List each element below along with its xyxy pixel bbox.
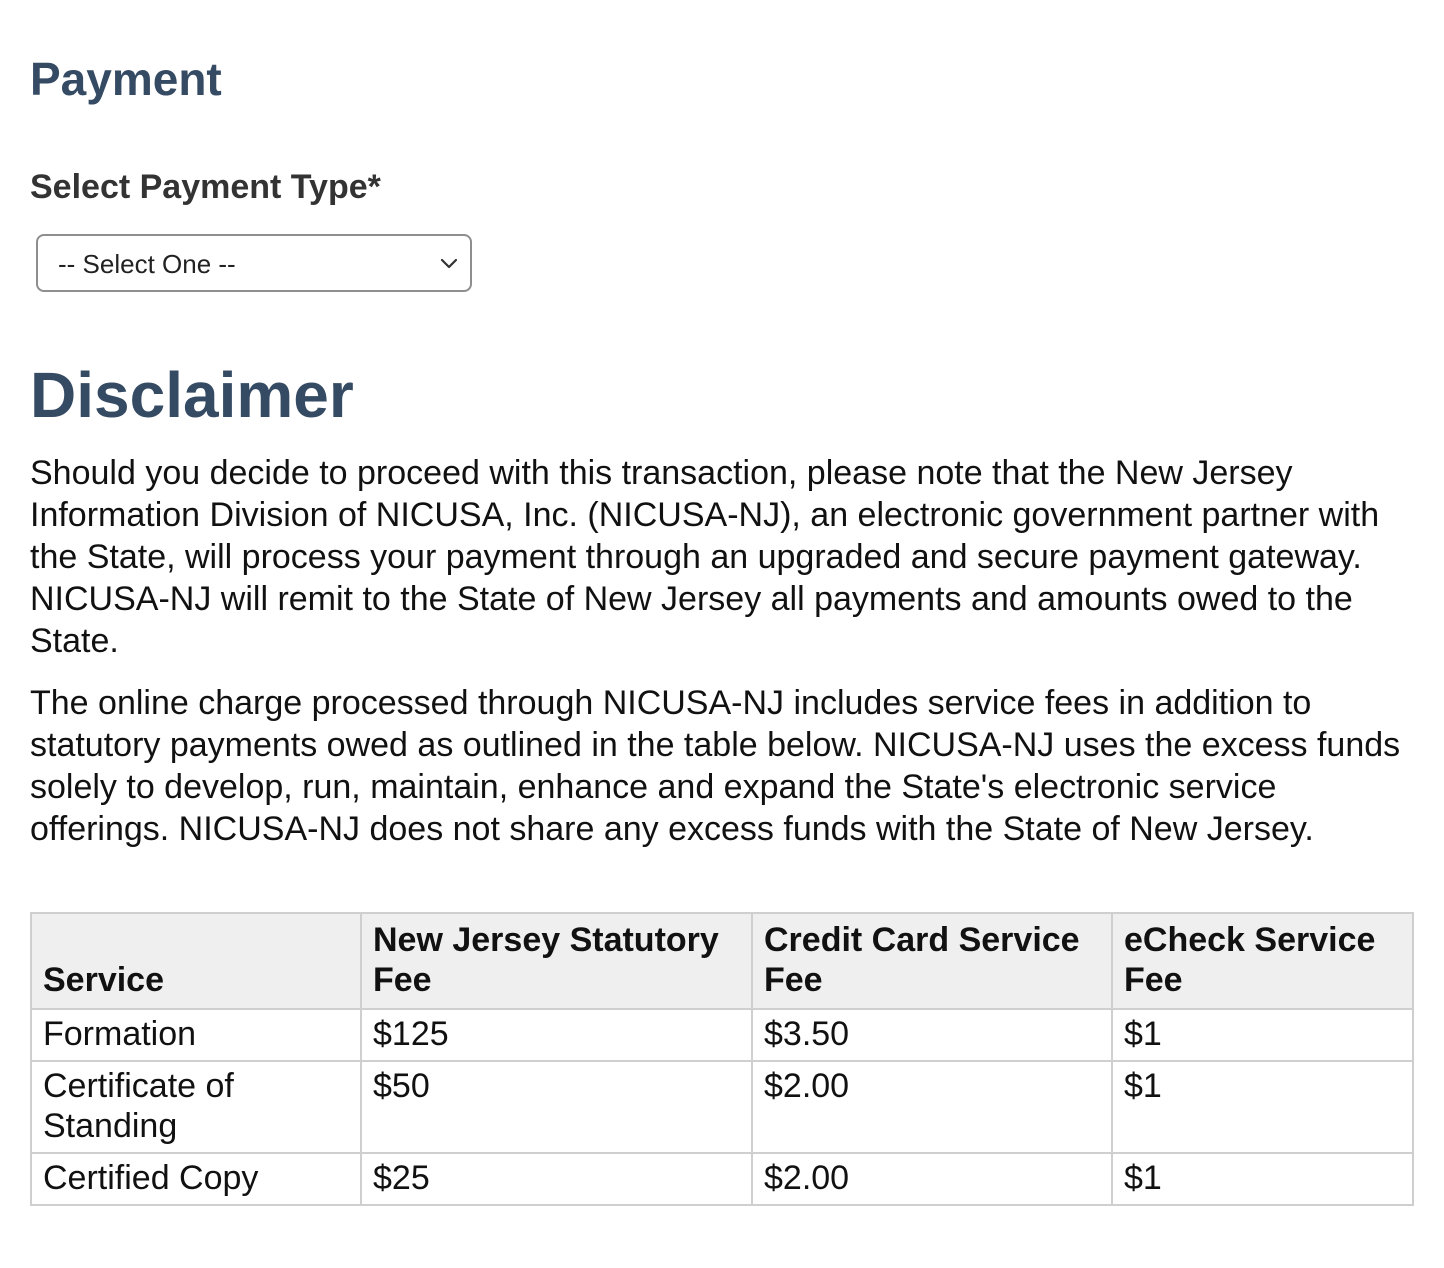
cell-credit-card-fee: $2.00 <box>752 1061 1112 1153</box>
cell-service: Certified Copy <box>31 1153 361 1205</box>
disclaimer-paragraph-1: Should you decide to proceed with this transaction, please note that the New Jersey Information Division of NICUSA, Inc. (NICUSA-NJ), an electronic government partner with the State, will process your payment through an upgraded and secure payment gateway. NICUSA-NJ will remit to the State of New Jersey all payments and amounts owed to the State. <box>30 454 1380 660</box>
disclaimer-heading: Disclaimer <box>30 359 354 431</box>
payment-heading: Payment <box>30 53 222 105</box>
cell-credit-card-fee: $2.00 <box>752 1153 1112 1205</box>
payment-type-select[interactable] <box>36 234 472 292</box>
table-row <box>31 1009 1413 1061</box>
header-statutory-fee: New Jersey Statutory Fee <box>361 913 752 1009</box>
cell-service: Certificate of Standing <box>31 1061 361 1153</box>
cell-echeck-fee: $1 <box>1112 1153 1413 1205</box>
header-service: Service <box>31 913 361 1009</box>
chevron-down-icon <box>438 254 460 272</box>
fee-table <box>30 912 1414 1206</box>
table-row <box>31 1061 1413 1153</box>
cell-echeck-fee: $1 <box>1112 1009 1413 1061</box>
payment-type-label: Select Payment Type* <box>30 168 381 206</box>
payment-type-selected-value: -- Select One -- <box>58 249 236 279</box>
table-row <box>31 1153 1413 1205</box>
cell-service: Formation <box>31 1009 361 1061</box>
fee-table-header-row <box>31 913 1413 1009</box>
header-credit-card-fee: Credit Card Service Fee <box>752 913 1112 1009</box>
cell-echeck-fee: $1 <box>1112 1061 1413 1153</box>
cell-statutory-fee: $50 <box>361 1061 752 1153</box>
cell-credit-card-fee: $3.50 <box>752 1009 1112 1061</box>
header-echeck-fee: eCheck Service Fee <box>1112 913 1413 1009</box>
cell-statutory-fee: $25 <box>361 1153 752 1205</box>
cell-statutory-fee: $125 <box>361 1009 752 1061</box>
disclaimer-paragraph-2: The online charge processed through NICUSA-NJ includes service fees in addition to statutory payments owed as outlined in the table below. NICUSA-NJ uses the excess funds solely to develop, run, maintain, enhance and expand the State's electronic service offerings. NICUSA-NJ does not share any excess funds with the State of New Jersey. <box>30 684 1401 848</box>
